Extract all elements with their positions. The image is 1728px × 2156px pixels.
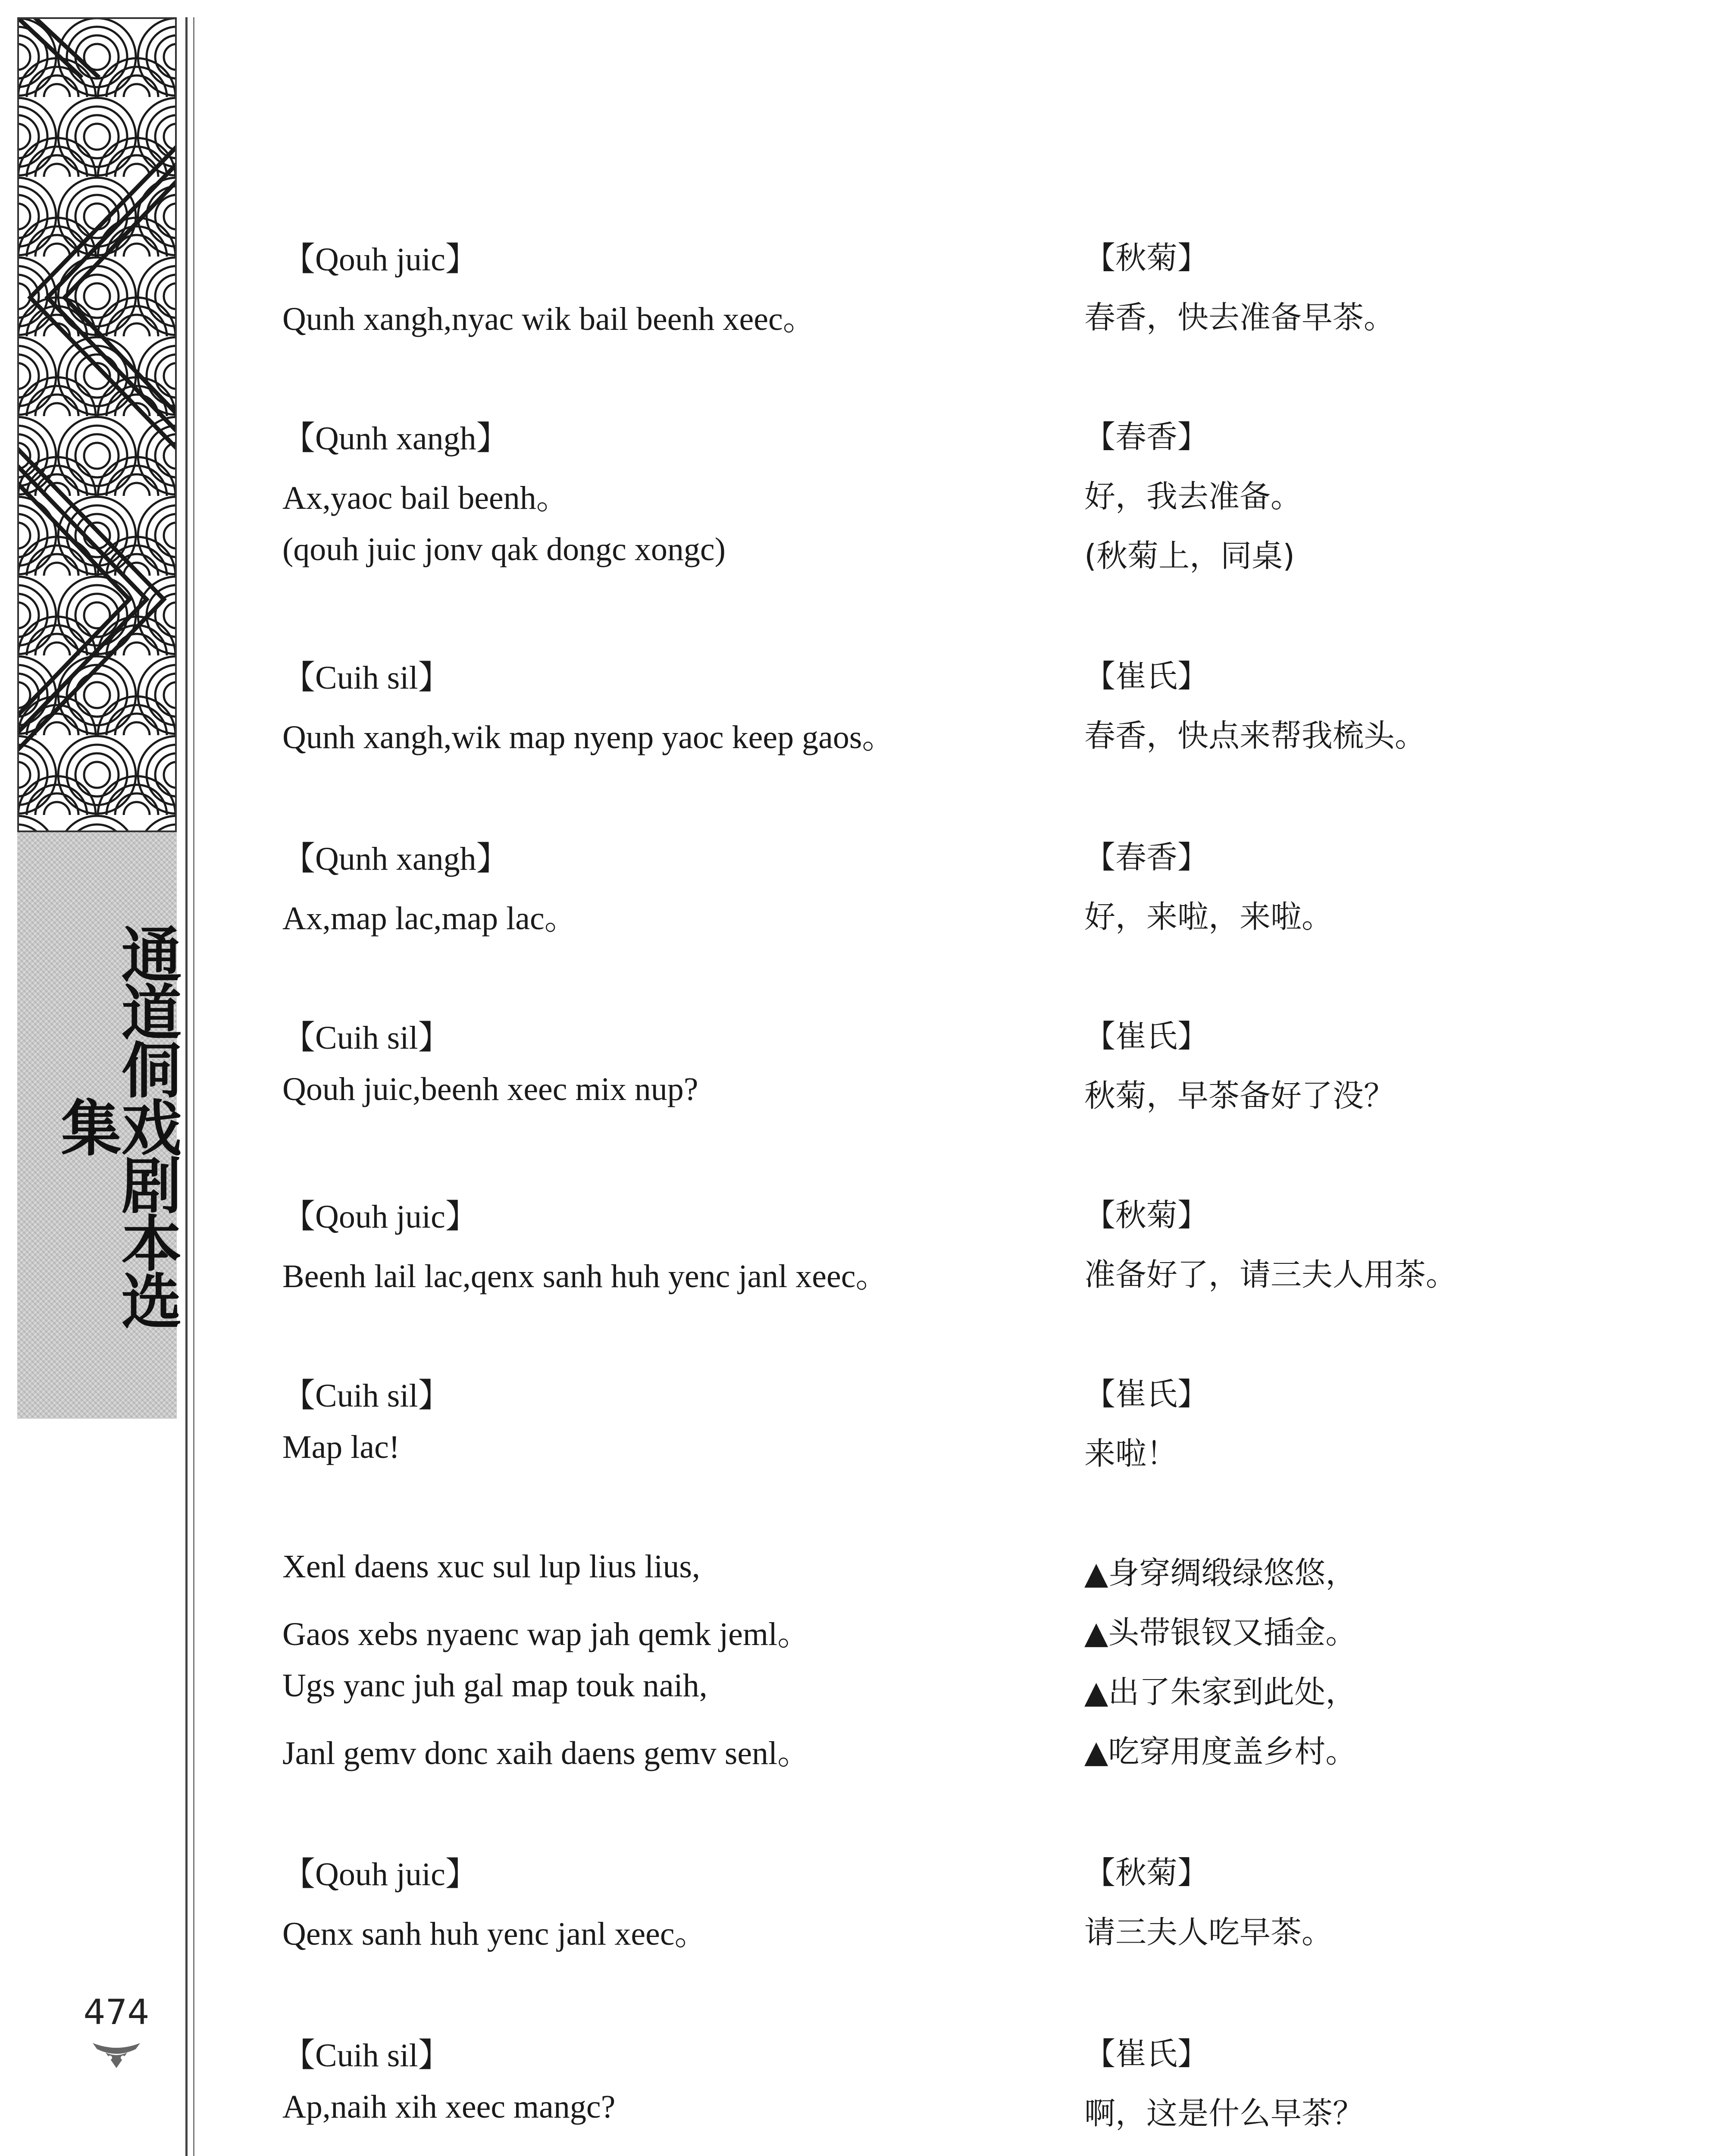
book-title-band bbox=[17, 832, 182, 1419]
line-dong: Ap,naih xih xeec mangc? bbox=[282, 2089, 616, 2125]
verse-line-dong: Xenl daens xuc sul lup lius lius, bbox=[282, 1548, 700, 1585]
speaker-chinese: 【秋菊】 bbox=[1084, 1197, 1209, 1233]
page-number: 474 bbox=[83, 1992, 150, 2032]
speaker-chinese: 【崔氏】 bbox=[1084, 1376, 1209, 1412]
verse-line-dong: Janl gemv donc xaih daens gemv senl。 bbox=[282, 1735, 811, 1771]
speaker-chinese: 【春香】 bbox=[1084, 839, 1209, 875]
page-ornament-icon bbox=[93, 2040, 140, 2070]
line-dong: Qunh xangh,wik map nyenp yaoc keep gaos。 bbox=[282, 719, 895, 755]
line-chinese: 准备好了，请三夫人用茶。 bbox=[1084, 1257, 1457, 1293]
line-chinese: 好，我去准备。 bbox=[1084, 478, 1302, 514]
stage-direction-chinese: (秋菊上，同桌) bbox=[1084, 538, 1295, 574]
book-title: 通道侗戏剧本选集 bbox=[51, 923, 182, 1328]
margin-rule-inner bbox=[193, 17, 194, 2156]
line-dong: Beenh lail lac,qenx sanh huh yenc janl xeec。 bbox=[282, 1258, 889, 1294]
line-chinese: 秋菊，早茶备好了没？ bbox=[1084, 1078, 1395, 1114]
line-chinese: 好，来啦，来啦。 bbox=[1084, 899, 1333, 935]
verse-line-chinese: ▲头带银钗又插金。 bbox=[1084, 1614, 1357, 1651]
verse-line-dong: Gaos xebs nyaenc wap jah qemk jeml。 bbox=[282, 1616, 811, 1652]
verse-line-chinese: ▲身穿绸缎绿悠悠， bbox=[1084, 1555, 1357, 1591]
speaker-dong: 【Cuih sil】 bbox=[282, 1378, 451, 1414]
line-dong: Ax,map lac,map lac。 bbox=[282, 900, 577, 937]
line-dong: Map lac! bbox=[282, 1429, 400, 1465]
speaker-dong: 【Cuih sil】 bbox=[282, 660, 451, 696]
speaker-chinese: 【秋菊】 bbox=[1084, 240, 1209, 276]
speaker-dong: 【Qouh juic】 bbox=[282, 1199, 478, 1235]
speaker-chinese: 【崔氏】 bbox=[1084, 2036, 1209, 2072]
speaker-dong: 【Cuih sil】 bbox=[282, 1020, 451, 1056]
speaker-dong: 【Qunh xangh】 bbox=[282, 841, 509, 877]
verse-line-dong: Ugs yanc juh gal map touk naih, bbox=[282, 1667, 707, 1704]
verse-line-chinese: ▲吃穿用度盖乡村。 bbox=[1084, 1733, 1357, 1770]
line-dong: Qouh juic,beenh xeec mix nup? bbox=[282, 1071, 698, 1107]
speaker-dong: 【Qunh xangh】 bbox=[282, 420, 509, 457]
margin-rule bbox=[185, 17, 188, 2156]
line-chinese: 来啦！ bbox=[1084, 1435, 1178, 1472]
speaker-dong: 【Cuih sil】 bbox=[282, 2037, 451, 2074]
speaker-chinese: 【崔氏】 bbox=[1084, 1018, 1209, 1054]
speaker-dong: 【Qouh juic】 bbox=[282, 1856, 478, 1893]
decorative-cloud-pattern bbox=[17, 17, 177, 832]
speaker-chinese: 【崔氏】 bbox=[1084, 658, 1209, 694]
line-chinese: 请三夫人吃早茶。 bbox=[1084, 1914, 1333, 1950]
line-dong: Qunh xangh,nyac wik bail beenh xeec。 bbox=[282, 301, 816, 337]
line-dong: Qenx sanh huh yenc janl xeec。 bbox=[282, 1916, 707, 1952]
speaker-dong: 【Qouh juic】 bbox=[282, 241, 478, 278]
line-chinese: 春香，快去准备早茶。 bbox=[1084, 299, 1395, 335]
line-chinese: 春香，快点来帮我梳头。 bbox=[1084, 718, 1426, 754]
speaker-chinese: 【春香】 bbox=[1084, 419, 1209, 455]
stage-direction-dong: (qouh juic jonv qak dongc xongc) bbox=[282, 531, 726, 567]
verse-line-chinese: ▲出了朱家到此处， bbox=[1084, 1674, 1357, 1710]
line-chinese: 啊，这是什么早茶？ bbox=[1084, 2095, 1364, 2131]
speaker-chinese: 【秋菊】 bbox=[1084, 1855, 1209, 1891]
line-dong: Ax,yaoc bail beenh。 bbox=[282, 480, 569, 516]
